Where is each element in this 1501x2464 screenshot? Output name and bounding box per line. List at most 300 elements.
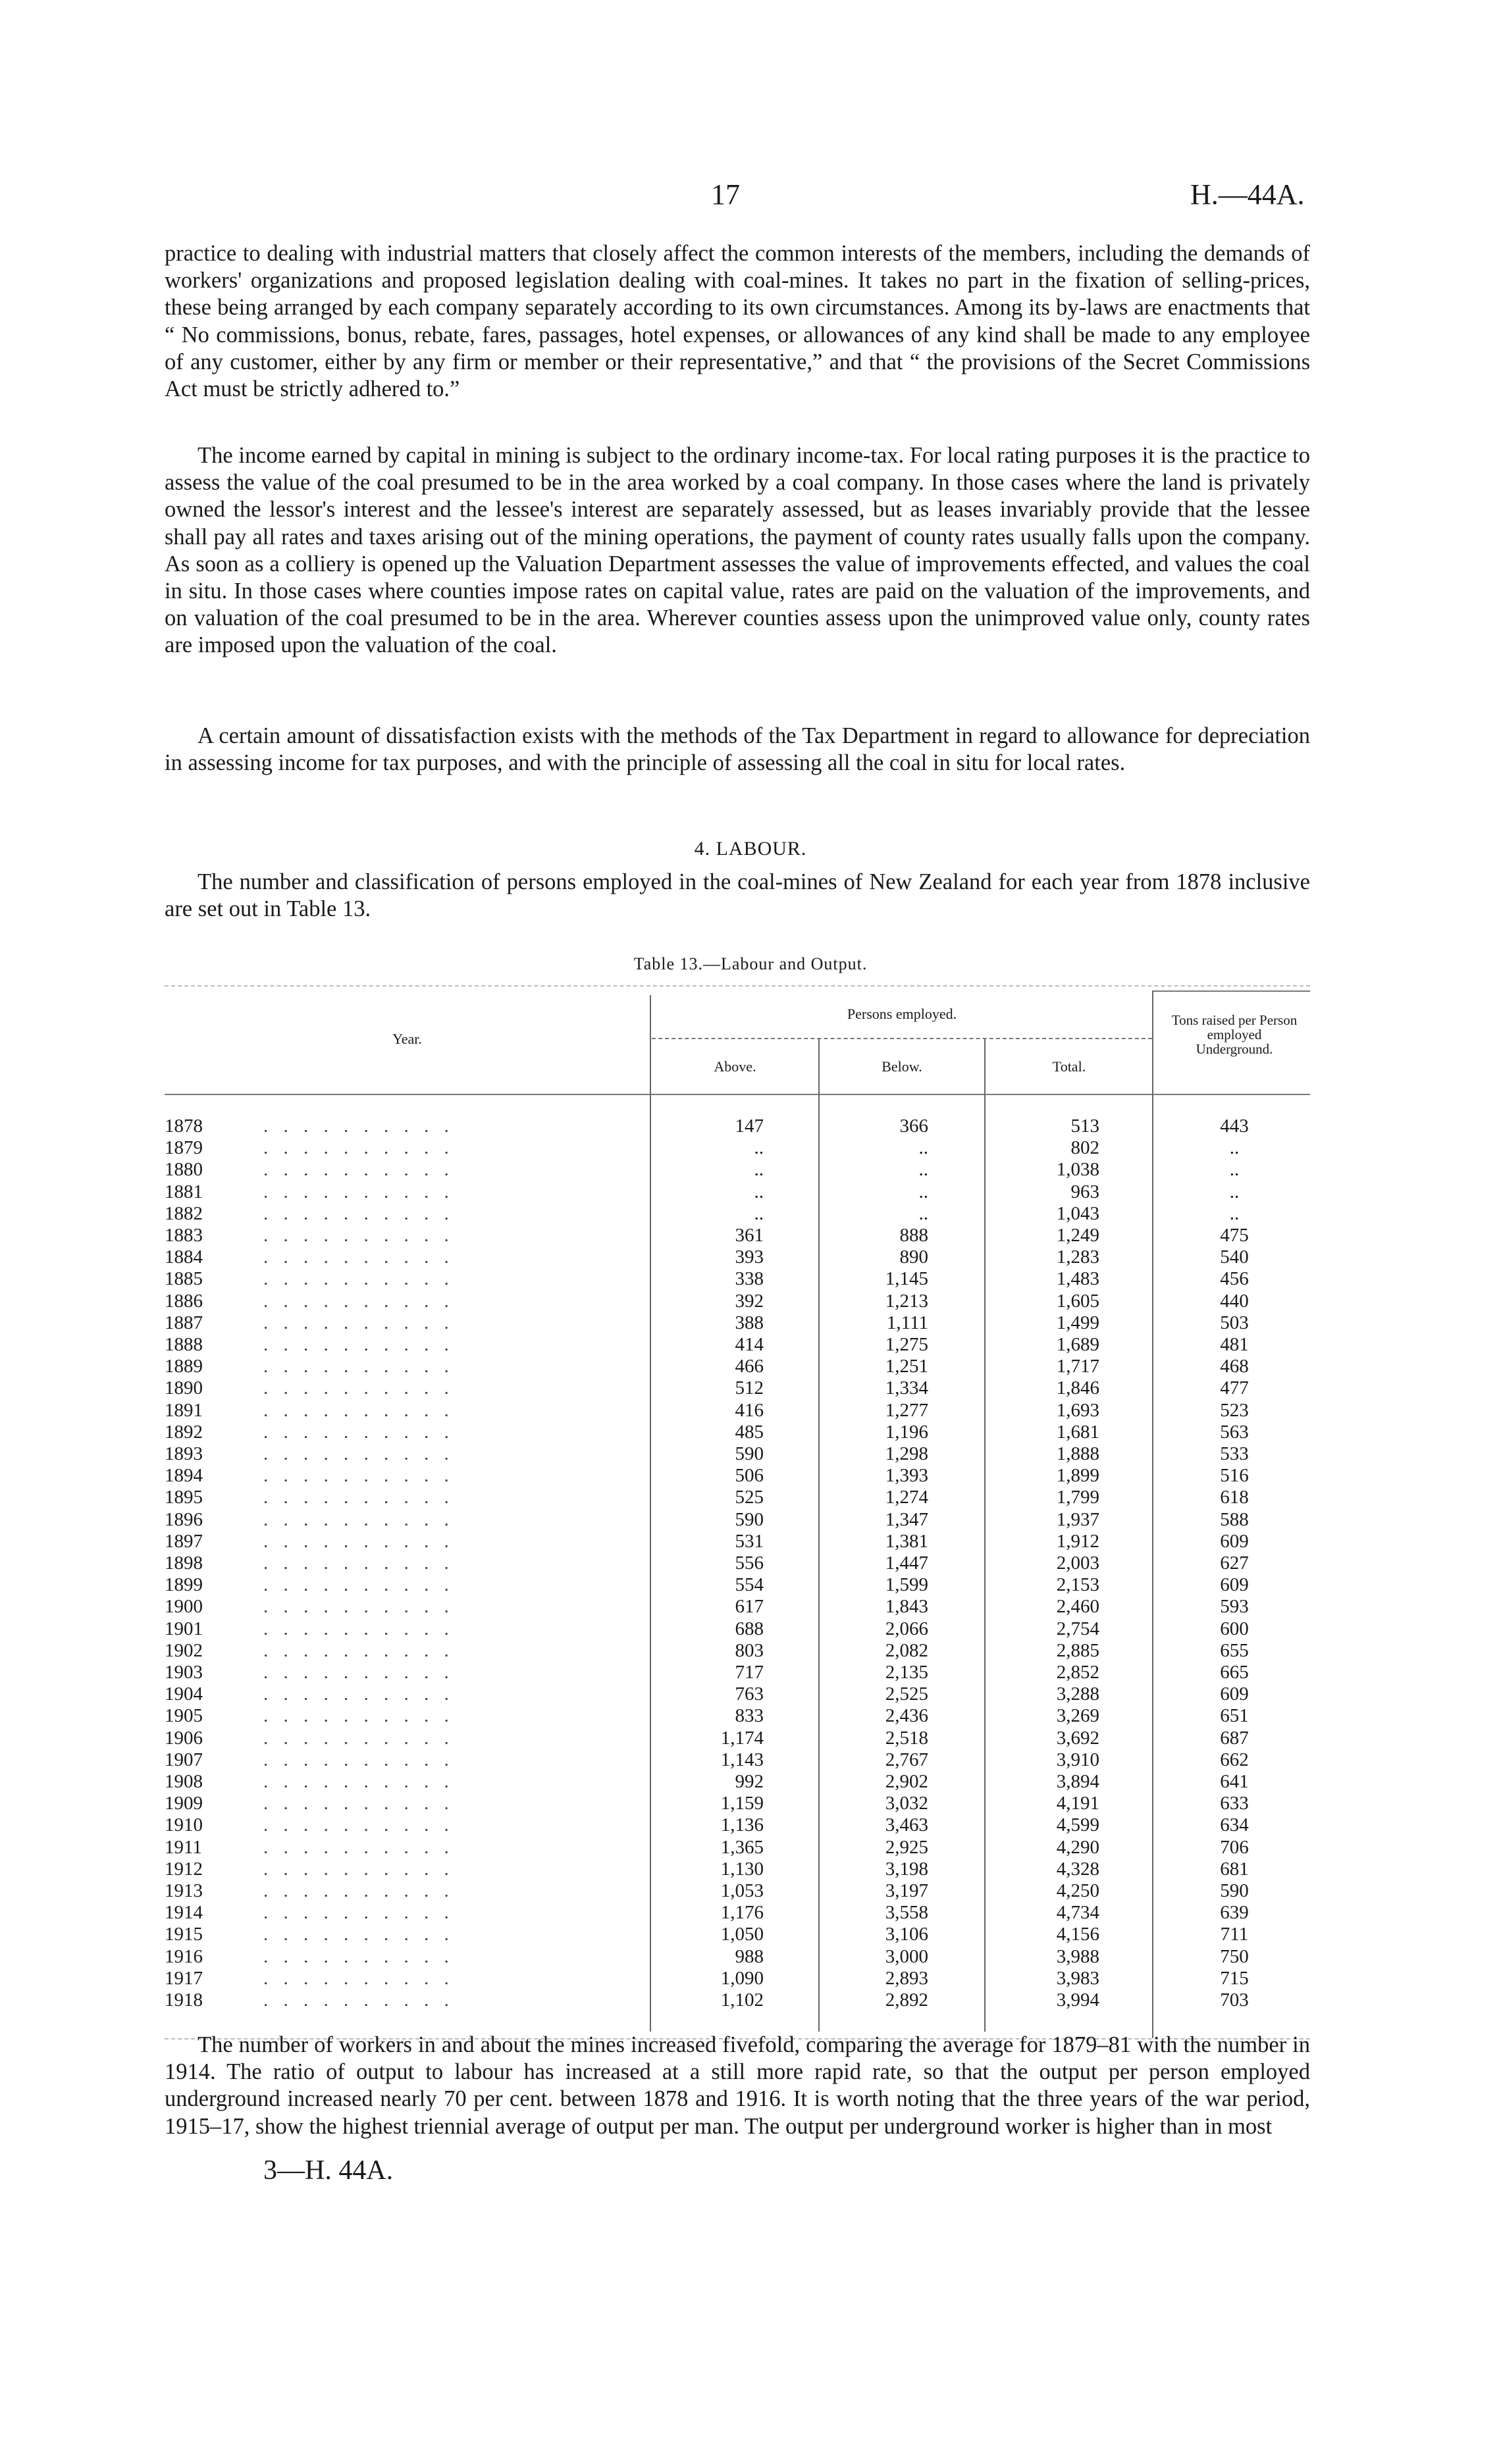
cell-tons: 563 [1220, 1421, 1249, 1443]
cell-below: 1,145 [885, 1268, 928, 1290]
cell-total: 4,290 [1056, 1836, 1099, 1858]
cell-below: 3,558 [885, 1902, 928, 1924]
cell-above: 1,130 [720, 1858, 764, 1880]
cell-below: 1,111 [886, 1312, 928, 1333]
table-row [165, 1574, 1310, 1596]
cell-year: 1915 [165, 1924, 203, 1945]
table-row [165, 1334, 1310, 1356]
leader-dots: . . . . . . . . . . [263, 1880, 454, 1901]
cell-total: 1,846 [1056, 1377, 1099, 1399]
leader-dots: . . . . . . . . . . [263, 1771, 454, 1792]
leader-dots: . . . . . . . . . . [263, 1902, 454, 1924]
table-row [165, 1181, 1310, 1203]
cell-below: 366 [899, 1116, 928, 1137]
cell-total: 513 [1070, 1116, 1099, 1137]
cell-tons: 475 [1220, 1225, 1249, 1246]
leader-dots: . . . . . . . . . . [263, 1618, 454, 1639]
cell-below: 1,347 [885, 1508, 928, 1530]
cell-below: 1,334 [885, 1377, 928, 1399]
table-row [165, 1246, 1310, 1268]
cell-total: 3,288 [1056, 1683, 1099, 1705]
cell-year: 1911 [165, 1836, 202, 1858]
table-row [165, 1377, 1310, 1399]
cell-above: 1,365 [720, 1836, 764, 1858]
leader-dots: . . . . . . . . . . [263, 1508, 454, 1530]
table-row [165, 1137, 1310, 1159]
table-row [165, 1859, 1310, 1880]
cell-tons: 440 [1220, 1290, 1249, 1312]
paragraph-text: The number and classification of persons employed in the coal-mines of New Zealand for each year from 1878 inclusive are set out in Table 13. [165, 869, 1310, 922]
cell-total: 1,038 [1056, 1159, 1099, 1181]
cell-below: 2,767 [885, 1749, 928, 1770]
header-below: Below. [882, 1058, 922, 1075]
cell-above: 803 [735, 1639, 764, 1661]
cell-tons: .. [1229, 1159, 1240, 1181]
leader-dots: . . . . . . . . . . [263, 1290, 454, 1312]
table-row [165, 1443, 1310, 1465]
paragraph-text: The income earned by capital in mining is subject to the ordinary income-tax. For local rating purposes it is the practice to assess the value of the coal presumed to be in the area worked by a coal company. In those cases where the land is privately owned the lessor's interest and the lessee's interest are separately assessed, but as leases invariably provide that the lessee shall pay all rates and taxes arising out of the mining operations, the payment of county rates usually falls upon the company. As soon as a colliery is opened up the Valuation Department assesses the value of improvements effected, and values the coal in situ. In those cases where counties impose rates on capital value, rates are paid on the valuation of the improvements, and on valuation of the coal presumed to be in the area. Wherever counties assess upon the unimproved value only, county rates are imposed upon the valuation of the coal. [165, 443, 1310, 658]
cell-below: 1,447 [885, 1553, 928, 1574]
leader-dots: . . . . . . . . . . [263, 1596, 454, 1618]
cell-tons: 588 [1220, 1508, 1249, 1530]
cell-above: 338 [735, 1268, 764, 1290]
cell-year: 1884 [165, 1246, 203, 1268]
table-row [165, 1487, 1310, 1508]
table-row [165, 1793, 1310, 1814]
cell-above: 531 [735, 1530, 764, 1552]
cell-year: 1889 [165, 1356, 203, 1377]
cell-below: 2,066 [885, 1618, 928, 1639]
cell-below: 2,436 [885, 1705, 928, 1727]
table-row [165, 1728, 1310, 1749]
table-row [165, 1203, 1310, 1225]
cell-year: 1904 [165, 1683, 203, 1705]
cell-total: 1,483 [1056, 1268, 1099, 1290]
cell-tons: 633 [1220, 1793, 1249, 1814]
cell-above: .. [754, 1137, 764, 1159]
cell-above: 556 [735, 1553, 764, 1574]
leader-dots: . . . . . . . . . . [263, 1137, 454, 1159]
cell-below: 1,843 [885, 1596, 928, 1618]
cell-above: 554 [735, 1574, 764, 1596]
table-row [165, 1989, 1310, 2011]
cell-year: 1883 [165, 1225, 203, 1246]
cell-total: 1,888 [1056, 1443, 1099, 1464]
cell-total: 3,894 [1056, 1771, 1099, 1792]
cell-total: 2,852 [1056, 1662, 1099, 1683]
section-heading: 4. LABOUR. [694, 838, 807, 860]
cell-tons: 715 [1220, 1967, 1249, 1989]
cell-tons: 477 [1220, 1377, 1249, 1399]
table-row [165, 1116, 1310, 1137]
cell-tons: 468 [1220, 1356, 1249, 1377]
leader-dots: . . . . . . . . . . [263, 1662, 454, 1683]
cell-below: 3,106 [885, 1924, 928, 1945]
cell-year: 1894 [165, 1465, 203, 1487]
cell-above: 1,174 [720, 1727, 764, 1749]
table-row [165, 1531, 1310, 1553]
cell-below: 1,213 [885, 1290, 928, 1312]
cell-tons: 711 [1220, 1924, 1249, 1945]
cell-year: 1899 [165, 1574, 203, 1596]
cell-year: 1895 [165, 1487, 203, 1508]
table-row [165, 1400, 1310, 1422]
leader-dots: . . . . . . . . . . [263, 1705, 454, 1727]
cell-below: .. [918, 1202, 928, 1224]
cell-year: 1900 [165, 1596, 203, 1618]
header-year: Year. [392, 1031, 422, 1047]
cell-tons: 590 [1220, 1880, 1249, 1901]
cell-below: 2,518 [885, 1727, 928, 1749]
cell-below: 1,275 [885, 1334, 928, 1355]
cell-above: 414 [735, 1334, 764, 1355]
cell-year: 1892 [165, 1421, 203, 1443]
leader-dots: . . . . . . . . . . [263, 1858, 454, 1880]
cell-year: 1901 [165, 1618, 203, 1639]
cell-below: 1,599 [885, 1574, 928, 1596]
cell-above: 416 [735, 1399, 764, 1421]
cell-total: 1,283 [1056, 1246, 1099, 1268]
leader-dots: . . . . . . . . . . [263, 1793, 454, 1814]
cell-above: 361 [735, 1225, 764, 1246]
cell-above: 1,102 [720, 1989, 764, 2011]
cell-tons: 627 [1220, 1553, 1249, 1574]
table-row [165, 1705, 1310, 1727]
table-row [165, 1946, 1310, 1968]
cell-total: 1,249 [1056, 1225, 1099, 1246]
cell-tons: 481 [1220, 1334, 1249, 1355]
table-row [165, 1356, 1310, 1377]
cell-total: 802 [1070, 1137, 1099, 1159]
leader-dots: . . . . . . . . . . [263, 1312, 454, 1333]
table-row [165, 1312, 1310, 1334]
cell-total: 4,599 [1056, 1814, 1099, 1836]
cell-above: 466 [735, 1356, 764, 1377]
cell-total: 4,191 [1056, 1793, 1099, 1814]
table-row [165, 1465, 1310, 1487]
cell-tons: 687 [1220, 1727, 1249, 1749]
cell-above: .. [754, 1181, 764, 1202]
table-row [165, 1749, 1310, 1771]
cell-tons: 609 [1220, 1574, 1249, 1596]
leader-dots: . . . . . . . . . . [263, 1924, 454, 1945]
paragraph-labour-intro [165, 869, 1310, 923]
cell-total: 1,693 [1056, 1399, 1099, 1421]
cell-total: 4,328 [1056, 1858, 1099, 1880]
cell-above: 512 [735, 1377, 764, 1399]
cell-above: 833 [735, 1705, 764, 1727]
leader-dots: . . . . . . . . . . [263, 1268, 454, 1290]
cell-total: 2,754 [1056, 1618, 1099, 1639]
leader-dots: . . . . . . . . . . [263, 1683, 454, 1705]
leader-dots: . . . . . . . . . . [263, 1836, 454, 1858]
header-tons-per-person: Tons raised per Person employed Underground. [1171, 1012, 1298, 1057]
leader-dots: . . . . . . . . . . [263, 1246, 454, 1268]
cell-below: 888 [899, 1225, 928, 1246]
cell-tons: 681 [1220, 1858, 1249, 1880]
cell-total: 3,910 [1056, 1749, 1099, 1770]
cell-below: .. [918, 1159, 928, 1181]
header-persons-employed: Persons employed. [847, 1006, 957, 1022]
cell-total: 1,681 [1056, 1421, 1099, 1443]
cell-total: 3,692 [1056, 1727, 1099, 1749]
cell-year: 1888 [165, 1334, 203, 1355]
cell-tons: 639 [1220, 1902, 1249, 1924]
leader-dots: . . . . . . . . . . [263, 1530, 454, 1552]
cell-below: 1,393 [885, 1465, 928, 1487]
cell-above: 1,136 [720, 1814, 764, 1836]
cell-year: 1908 [165, 1771, 203, 1792]
cell-below: 2,525 [885, 1683, 928, 1705]
cell-above: 1,159 [720, 1793, 764, 1814]
paragraph-text: The number of workers in and about the mines increased fivefold, comparing the average for 1879–81 with the number in 1914. The ratio of output to labour has increased at a still more rapid rate, so that the output per person employed underground increased nearly 70 per cent. between 1878 and 1916. It is worth noting that the three years of the war period, 1915–17, show the highest triennial average of output per man. The output per underground worker is higher than in most [165, 2032, 1310, 2139]
cell-above: 393 [735, 1246, 764, 1268]
table-row [165, 1291, 1310, 1312]
cell-total: 3,983 [1056, 1967, 1099, 1989]
cell-total: 1,043 [1056, 1202, 1099, 1224]
table-row [165, 1268, 1310, 1290]
paragraph-dissatisfaction [165, 723, 1310, 777]
cell-year: 1887 [165, 1312, 203, 1333]
cell-year: 1907 [165, 1749, 203, 1770]
cell-below: 1,274 [885, 1487, 928, 1508]
table-row [165, 1618, 1310, 1640]
cell-above: .. [754, 1202, 764, 1224]
paragraph-text: A certain amount of dissatisfaction exists with the methods of the Tax Department in regard to allowance for depreciation in assessing income for tax purposes, and with the principle of assessing all the coal in situ for local rates. [165, 723, 1310, 776]
cell-tons: 516 [1220, 1465, 1249, 1487]
table-row [165, 1814, 1310, 1836]
cell-total: 1,717 [1056, 1356, 1099, 1377]
leader-dots: . . . . . . . . . . [263, 1443, 454, 1464]
cell-below: 2,082 [885, 1639, 928, 1661]
cell-below: .. [918, 1181, 928, 1202]
cell-total: 1,799 [1056, 1487, 1099, 1508]
cell-above: 1,143 [720, 1749, 764, 1770]
table-row [165, 1771, 1310, 1793]
cell-above: 147 [735, 1116, 764, 1137]
cell-tons: 609 [1220, 1530, 1249, 1552]
leader-dots: . . . . . . . . . . [263, 1967, 454, 1989]
table-row [165, 1640, 1310, 1662]
cell-below: 2,925 [885, 1836, 928, 1858]
cell-below: .. [918, 1137, 928, 1159]
leader-dots: . . . . . . . . . . [263, 1465, 454, 1487]
document-code: H.—44A. [1190, 178, 1305, 211]
cell-above: 485 [735, 1421, 764, 1443]
cell-above: 590 [735, 1508, 764, 1530]
cell-total: 3,988 [1056, 1945, 1099, 1967]
cell-year: 1882 [165, 1202, 203, 1224]
table-title: Table 13.—Labour and Output. [633, 954, 868, 973]
cell-above: 1,050 [720, 1924, 764, 1945]
cell-tons: 641 [1220, 1771, 1249, 1792]
cell-year: 1909 [165, 1793, 203, 1814]
cell-below: 2,892 [885, 1989, 928, 2011]
leader-dots: . . . . . . . . . . [263, 1181, 454, 1202]
cell-tons: 593 [1220, 1596, 1249, 1618]
cell-above: 506 [735, 1465, 764, 1487]
cell-tons: 703 [1220, 1989, 1249, 2011]
cell-below: 1,277 [885, 1399, 928, 1421]
cell-tons: 540 [1220, 1246, 1249, 1268]
cell-above: 590 [735, 1443, 764, 1464]
table-row [165, 1683, 1310, 1705]
cell-total: 1,899 [1056, 1465, 1099, 1487]
leader-dots: . . . . . . . . . . [263, 1814, 454, 1836]
table-row [165, 1837, 1310, 1859]
cell-total: 2,153 [1056, 1574, 1099, 1596]
cell-tons: 609 [1220, 1683, 1249, 1705]
cell-below: 1,196 [885, 1421, 928, 1443]
page-number: 17 [711, 178, 740, 211]
cell-year: 1918 [165, 1989, 203, 2011]
cell-total: 4,250 [1056, 1880, 1099, 1901]
cell-below: 3,198 [885, 1858, 928, 1880]
cell-year: 1903 [165, 1662, 203, 1683]
cell-tons: 503 [1220, 1312, 1249, 1333]
cell-total: 4,734 [1056, 1902, 1099, 1924]
cell-total: 2,460 [1056, 1596, 1099, 1618]
cell-below: 3,000 [885, 1945, 928, 1967]
cell-below: 1,381 [885, 1530, 928, 1552]
cell-above: 688 [735, 1618, 764, 1639]
leader-dots: . . . . . . . . . . [263, 1945, 454, 1967]
cell-total: 1,937 [1056, 1508, 1099, 1530]
cell-below: 1,251 [885, 1356, 928, 1377]
cell-year: 1906 [165, 1727, 203, 1749]
leader-dots: . . . . . . . . . . [263, 1202, 454, 1224]
cell-tons: 443 [1220, 1116, 1249, 1137]
cell-below: 3,032 [885, 1793, 928, 1814]
cell-tons: 651 [1220, 1705, 1249, 1727]
paragraph-text: practice to dealing with industrial matters that closely affect the common interests of the members, including the demands of workers' organizations and proposed legislation dealing with coal-mines. It takes no part in the fixation of selling-prices, these being arranged by each company separately according to its own circumstances. Among its by-laws are enactments that “ No commissions, bonus, rebate, fares, passages, hotel expenses, or allowances of any kind shall be made to any employee of any customer, either by any firm or member or their representative,” and that “ the provisions of the Secret Commissions Act must be strictly adhered to.” [165, 241, 1310, 402]
cell-above: 763 [735, 1683, 764, 1705]
cell-total: 1,689 [1056, 1334, 1099, 1355]
cell-below: 3,463 [885, 1814, 928, 1836]
header-above: Above. [714, 1058, 756, 1075]
cell-below: 2,902 [885, 1771, 928, 1792]
cell-tons: 662 [1220, 1749, 1249, 1770]
leader-dots: . . . . . . . . . . [263, 1356, 454, 1377]
cell-tons: 655 [1220, 1639, 1249, 1661]
footer-code: 3—H. 44A. [263, 2155, 394, 2186]
table-row [165, 1159, 1310, 1181]
cell-year: 1891 [165, 1399, 203, 1421]
cell-above: 617 [735, 1596, 764, 1618]
cell-year: 1879 [165, 1137, 203, 1159]
leader-dots: . . . . . . . . . . [263, 1334, 454, 1355]
cell-above: 388 [735, 1312, 764, 1333]
cell-above: 1,090 [720, 1967, 764, 1989]
cell-total: 963 [1070, 1181, 1099, 1202]
cell-year: 1896 [165, 1508, 203, 1530]
leader-dots: . . . . . . . . . . [263, 1487, 454, 1508]
table-row [165, 1902, 1310, 1924]
leader-dots: . . . . . . . . . . [263, 1399, 454, 1421]
cell-above: 992 [735, 1771, 764, 1792]
leader-dots: . . . . . . . . . . [263, 1225, 454, 1246]
table-row [165, 1509, 1310, 1531]
cell-year: 1905 [165, 1705, 203, 1727]
table-row [165, 1225, 1310, 1246]
cell-year: 1878 [165, 1116, 203, 1137]
leader-dots: . . . . . . . . . . [263, 1727, 454, 1749]
cell-tons: 618 [1220, 1487, 1249, 1508]
cell-tons: 706 [1220, 1836, 1249, 1858]
cell-total: 1,499 [1056, 1312, 1099, 1333]
leader-dots: . . . . . . . . . . [263, 1116, 454, 1137]
cell-total: 3,994 [1056, 1989, 1099, 2011]
leader-dots: . . . . . . . . . . [263, 1377, 454, 1399]
cell-year: 1917 [165, 1967, 203, 1989]
cell-above: 988 [735, 1945, 764, 1967]
cell-year: 1898 [165, 1553, 203, 1574]
cell-above: 525 [735, 1487, 764, 1508]
cell-year: 1897 [165, 1530, 203, 1552]
cell-tons: .. [1229, 1202, 1240, 1224]
cell-below: 2,893 [885, 1967, 928, 1989]
cell-year: 1886 [165, 1290, 203, 1312]
cell-tons: 665 [1220, 1662, 1249, 1683]
cell-tons: 456 [1220, 1268, 1249, 1290]
paragraph-conclusion [165, 2032, 1310, 2140]
cell-above: 1,176 [720, 1902, 764, 1924]
cell-total: 3,269 [1056, 1705, 1099, 1727]
paragraph-income-tax [165, 442, 1310, 659]
cell-tons: 600 [1220, 1618, 1249, 1639]
cell-tons: 533 [1220, 1443, 1249, 1464]
cell-year: 1913 [165, 1880, 203, 1901]
cell-total: 2,003 [1056, 1553, 1099, 1574]
cell-below: 1,298 [885, 1443, 928, 1464]
cell-total: 2,885 [1056, 1639, 1099, 1661]
leader-dots: . . . . . . . . . . [263, 1639, 454, 1661]
cell-below: 890 [899, 1246, 928, 1268]
leader-dots: . . . . . . . . . . [263, 1553, 454, 1574]
leader-dots: . . . . . . . . . . [263, 1749, 454, 1770]
table-row [165, 1553, 1310, 1574]
cell-total: 1,912 [1056, 1530, 1099, 1552]
cell-tons: .. [1229, 1181, 1240, 1202]
cell-tons: 750 [1220, 1945, 1249, 1967]
table-row [165, 1924, 1310, 1945]
cell-total: 1,605 [1056, 1290, 1099, 1312]
table-row [165, 1880, 1310, 1902]
cell-year: 1885 [165, 1268, 203, 1290]
cell-year: 1902 [165, 1639, 203, 1661]
table-row [165, 1596, 1310, 1618]
labour-output-table [165, 985, 1310, 2046]
cell-year: 1893 [165, 1443, 203, 1464]
cell-year: 1910 [165, 1814, 203, 1836]
leader-dots: . . . . . . . . . . [263, 1159, 454, 1181]
header-total: Total. [1052, 1058, 1086, 1075]
cell-tons: 523 [1220, 1399, 1249, 1421]
table-row [165, 1662, 1310, 1683]
cell-tons: 634 [1220, 1814, 1249, 1836]
cell-below: 3,197 [885, 1880, 928, 1901]
cell-year: 1890 [165, 1377, 203, 1399]
cell-above: 717 [735, 1662, 764, 1683]
cell-total: 4,156 [1056, 1924, 1099, 1945]
cell-year: 1914 [165, 1902, 203, 1924]
leader-dots: . . . . . . . . . . [263, 1574, 454, 1596]
cell-above: 1,053 [720, 1880, 764, 1901]
cell-year: 1880 [165, 1159, 203, 1181]
cell-year: 1881 [165, 1181, 203, 1202]
leader-dots: . . . . . . . . . . [263, 1421, 454, 1443]
cell-below: 2,135 [885, 1662, 928, 1683]
